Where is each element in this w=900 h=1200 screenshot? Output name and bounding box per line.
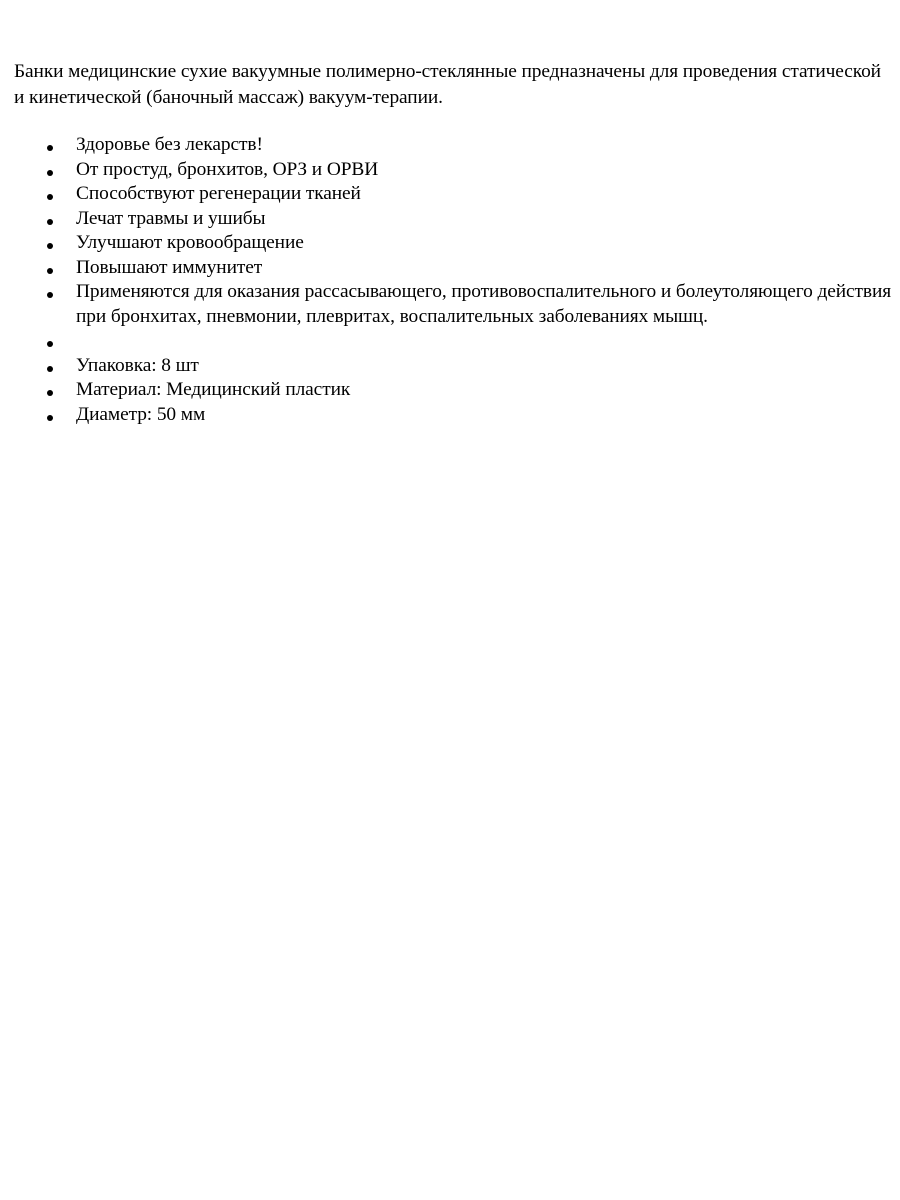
list-item-text: Повышают иммунитет [76,256,263,278]
list-item [14,403,894,428]
list-item-text: Применяются для оказания рассасывающего, противовоспалительного и болеутоляющего действия при бронхитах, пневмонии, плевритах, воспалительных заболеваниях мышц. [76,281,892,327]
list-item [14,231,894,256]
bullet-icon [45,231,57,256]
bullet-icon [45,354,57,379]
bullet-icon [45,403,57,428]
bullet-icon [45,182,57,207]
document-body [14,59,894,427]
list-item-text: Диаметр: 50 мм [76,403,206,425]
list-item [14,182,894,207]
list-item-text: Улучшают кровообращение [76,232,304,253]
list-item [14,133,894,158]
bullet-icon [45,133,57,158]
list-item-text: Здоровье без лекарств! [76,134,263,155]
feature-list [14,133,894,427]
bullet-icon [45,158,57,183]
list-item [14,280,894,329]
list-item [14,207,894,232]
list-item-text: Материал: Медицинский пластик [76,379,351,400]
bullet-icon [45,207,57,232]
list-item [14,158,894,183]
list-item [14,354,894,379]
list-item [14,256,894,281]
list-item-text: Лечат травмы и ушибы [76,207,266,229]
list-item-text: От простуд, бронхитов, ОРЗ и ОРВИ [76,158,379,180]
bullet-icon [45,256,57,281]
intro-paragraph: Банки медицинские сухие вакуумные полимерно-стеклянные предназначены для проведения статической и кинетической (баночный массаж) вакуум-терапии. [14,61,881,108]
bullet-icon [45,280,57,305]
list-item-text: Способствуют регенерации тканей [76,183,361,204]
list-item-empty [14,329,894,354]
bullet-icon [45,378,57,403]
list-item-text: Упаковка: 8 шт [76,354,199,376]
bullet-icon [45,329,57,354]
list-item [14,378,894,403]
